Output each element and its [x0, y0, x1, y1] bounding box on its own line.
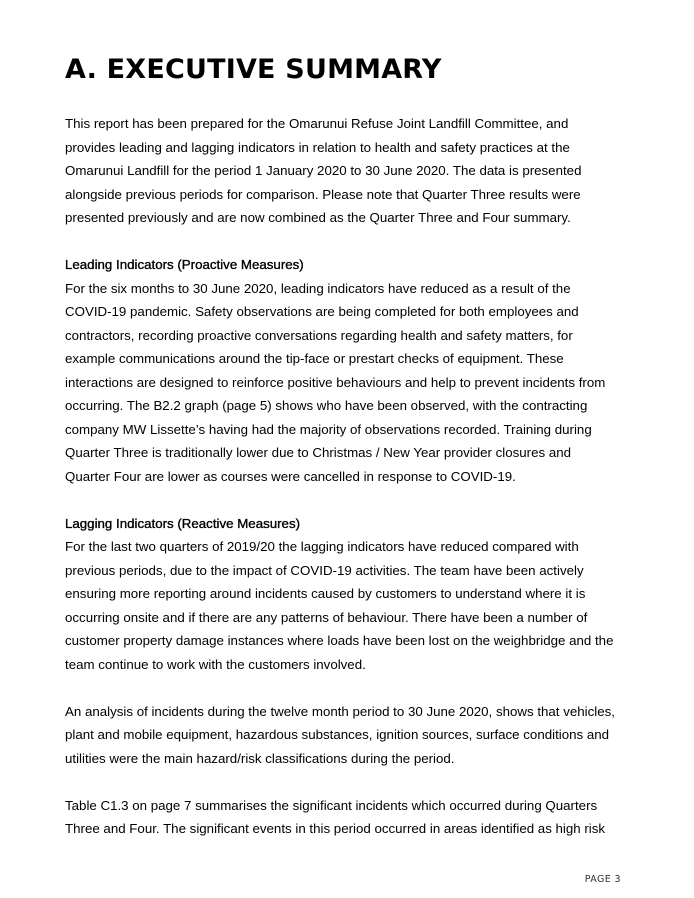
text-line: customer property damage instances where loads have been lost on the weighbridge and the: [65, 633, 614, 648]
text-line: For the six months to 30 June 2020, leading indicators have reduced as a result of the: [65, 280, 571, 296]
text-line: provides leading and lagging indicators in relation to health and safety practices at the: [65, 139, 570, 155]
table-note-paragraph: [65, 794, 645, 841]
text-line: utilities were the main hazard/risk classifications during the period.: [65, 750, 455, 766]
document-body: [65, 112, 645, 864]
text-line: Table C1.3 on page 7 summarises the significant incidents which occurred during Quarters: [65, 797, 598, 813]
text-line: For the last two quarters of 2019/20 the lagging indicators have reduced compared with: [65, 539, 579, 554]
text-line: example communications around the tip-face or prestart checks of equipment. These: [65, 351, 564, 366]
text-line: COVID-19 pandemic. Safety observations are being completed for both employees and: [65, 304, 579, 319]
analysis-paragraph: [65, 700, 645, 771]
text-line: alongside previous periods for comparison. Please note that Quarter Three results were: [65, 186, 581, 202]
text-line: contractors, recording proactive conversations regarding health and safety matters, for: [65, 327, 573, 343]
leading-indicators-paragraph: [65, 277, 645, 489]
text-line: ensuring more reporting around incidents caused by customers to understand where it is: [65, 586, 586, 601]
intro-paragraph: [65, 112, 645, 230]
lagging-indicators-paragraph: [65, 535, 645, 676]
text-line: company MW Lissette’s having had the majority of observations recorded. Training during: [65, 421, 592, 437]
text-line: occurring onsite and if there are any patterns of behaviour. There have been a number of: [65, 609, 588, 625]
page-title: A. EXECUTIVE SUMMARY: [65, 54, 442, 85]
text-line: plant and mobile equipment, hazardous substances, ignition sources, surface conditions and: [65, 727, 610, 742]
text-line: This report has been prepared for the Omarunui Refuse Joint Landfill Committee, and: [65, 116, 569, 131]
text-line: An analysis of incidents during the twelve month period to 30 June 2020, shows that vehicles,: [65, 703, 615, 719]
page-number: PAGE 3: [584, 874, 621, 885]
text-line: team continue to work with the customers involved.: [65, 656, 366, 672]
text-line: Omarunui Landfill for the period 1 January 2020 to 30 June 2020. The data is presented: [65, 163, 582, 178]
text-line: Three and Four. The significant events in this period occurred in areas identified as high risk: [65, 821, 606, 836]
text-line: presented previously and are now combined as the Quarter Three and Four summary.: [65, 210, 571, 225]
text-line: previous periods, due to the impact of COVID-19 activities. The team have been actively: [65, 562, 584, 578]
leading-indicators-heading: Leading Indicators (Proactive Measures): [65, 257, 304, 272]
text-line: occurring. The B2.2 graph (page 5) shows who have been observed, with the contracting: [65, 398, 588, 413]
lagging-indicators-heading: Lagging Indicators (Reactive Measures): [65, 515, 301, 531]
text-line: Quarter Four are lower as courses were cancelled in response to COVID-19.: [65, 468, 516, 484]
text-line: Quarter Three is traditionally lower due to Christmas / New Year provider closures and: [65, 445, 572, 460]
text-line: interactions are designed to reinforce positive behaviours and help to prevent incidents from: [65, 374, 606, 390]
